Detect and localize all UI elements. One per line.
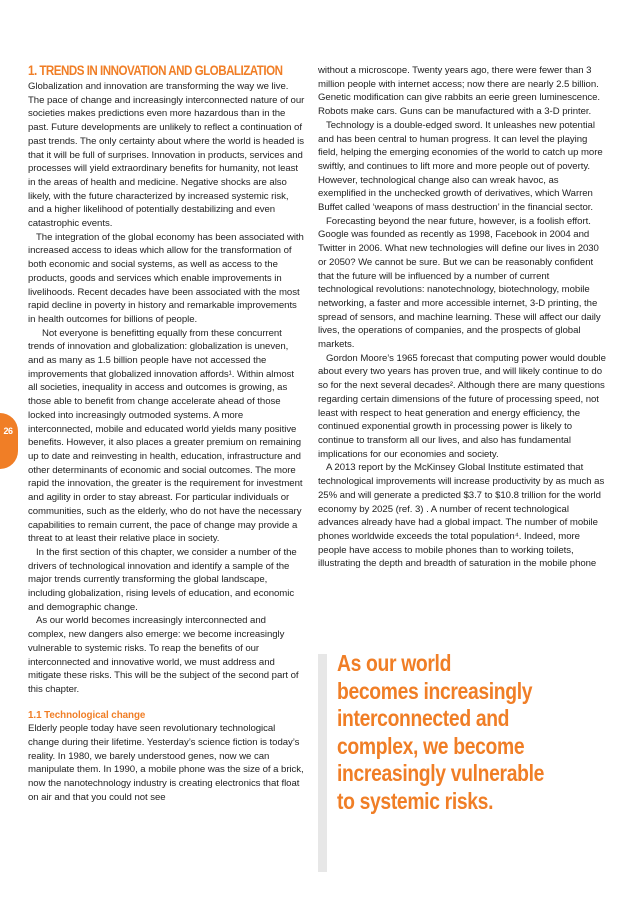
pull-quote-line: becomes increasingly — [337, 677, 533, 704]
page-number-tab — [0, 413, 18, 469]
paragraph: Technology is a double-edged sword. It unleashes new potential and has been central to human progress. It can level the playing field, helping the emerging economies of the world to catch up more swiftly, and continues to lift more and more people out of poverty. However, technological change also can wreak havoc, as exemplified in the unchecked growth of derivatives, which Warren Buffet called ‘weapons of mass destruction’ in the financial sector. — [318, 119, 603, 214]
right-column — [318, 64, 607, 571]
pull-quote-line: As our world — [337, 650, 452, 676]
pull-quote-line: increasingly vulnerable — [337, 760, 545, 787]
paragraph: The integration of the global economy has been associated with increased access to ideas which allow for the transformation of both economic and social systems, as well as access to the products, goods and services which enable improvements in livelihoods. Recent decades have been associated with the most rapid decline in poverty in history and remarkable improvements in health outcomes for billions of people. — [28, 231, 304, 325]
paragraph: Gordon Moore’s 1965 forecast that computing power would double about every two years has proven true, and will likely continue to do so for the next several decades². Although there are many questions regarding certain dimensions of the future of processing speed, not least with respect to heat generation and energy efficiency, the continued exponential growth in processing power is likely to continue to transform all our lives, and also has fundamental implications for our economies and society. — [318, 352, 606, 460]
pull-quote-line: complex, we become — [337, 732, 525, 759]
pull-quote — [337, 650, 597, 816]
page-number: 26 — [3, 426, 13, 436]
paragraph: As our world becomes increasingly interconnected and complex, new dangers also emerge: we become increasingly vulnerable to systemic risks. To reap the benefits of our interconnected and innovative world, we must address and mitigate these risks. This will be the subject of the second part of this chapter. — [28, 615, 299, 695]
left-column — [28, 64, 306, 805]
paragraph: In the first section of this chapter, we consider a number of the drivers of technological innovation and identify a sample of the major trends currently transforming the global landscape, including globalization, rising levels of education, and economic and demographic change. — [28, 546, 297, 613]
subsection-title: 1.1 Technological change — [28, 709, 146, 721]
section-title: 1. TRENDS IN INNOVATION AND GLOBALIZATION — [28, 63, 283, 78]
paragraph: Elderly people today have seen revolutionary technological change during their lifetime. Yesterday’s science fiction is today’s reality. In 1980, we barely understood genes, now we can manipulate them. In 1990, a mobile phone was the size of a brick, now the nanotechnology industry is creating electronics that float on air and that you could not see — [28, 723, 304, 803]
pull-quote-line: interconnected and — [337, 705, 510, 732]
paragraph: A 2013 report by the McKinsey Global Institute estimated that technological improvements will increase productivity by as much as 25% and will generate a predicted $3.7 to $10.8 trillion for the world economy by 2025 (ref. 3) . A number of recent technological advances already have had a global impact. The number of mobile phones worldwide exceeds the total population⁴. Indeed, more people have access to mobile phones than to working toilets, illustrating the depth and breadth of saturation in the mobile phone — [318, 462, 605, 570]
paragraph: without a microscope. Twenty years ago, there were fewer than 3 million people with internet access; now there are nearly 2.5 billion. Genetic modification can give rabbits an eerie green luminescence. Robots make cars. Guns can be manufactured with a 3-D printer. — [318, 65, 601, 118]
paragraph: Forecasting beyond the near future, however, is a foolish effort. Google was founded as recently as 1998, Facebook in 2004 and Twitter in 2006. What new technologies will define our lives in 2030 or 2050? We cannot be sure. But we can be reasonably confident that the future will be influenced by a number of current technological revolutions: nanotechnology, biotechnology, mobile networking, a faster and more accessible internet, 3-D printing, the spread of sensors, and machine learning. These will affect our daily lives, the operations of companies, and the prospects of global markets. — [318, 215, 601, 351]
pull-quote-line: to systemic risks. — [337, 787, 494, 814]
paragraph: Globalization and innovation are transforming the way we live. The pace of change and increasingly interconnected nature of our societies makes predictions even more hazardous than in the past. Future developments are unlikely to reflect a continuation of past trends. The only certainty about where the world is headed is that it will be full of surprises. Innovation in products, services and processes will yield extraordinary benefits for humanity, not least in the areas of health and medicine. Negative shocks are also likely, with the future characterized by increased systemic risk, and a higher likelihood of potentially destabilizing and even catastrophic events. — [28, 81, 305, 230]
pull-quote-bar — [318, 654, 327, 872]
paragraph: Not everyone is benefitting equally from these concurrent trends of innovation and globalization: globalization is uneven, and as many as 1.5 billion people have not accessed the improvements that globalized innovation affords¹. Within almost all societies, inequality in access and outcomes is growing, as those able to benefit from change accelerate ahead of those locked into increasingly outmoded systems. A more interconnected, mobile and educated world yields many positive benefits. However, it also places a greater premium on remaining up to date and reinvesting in health, education, infrastructure and other determinants of economic and social outcomes. The more rapid the innovation, the greater is the requirement for investment and agility in order to stay abreast. For particular individuals or communities, such as the elderly, who do not have the necessary capabilities to remain current, the pace of change may provide a threat to at least their relative place in society. — [28, 327, 303, 545]
